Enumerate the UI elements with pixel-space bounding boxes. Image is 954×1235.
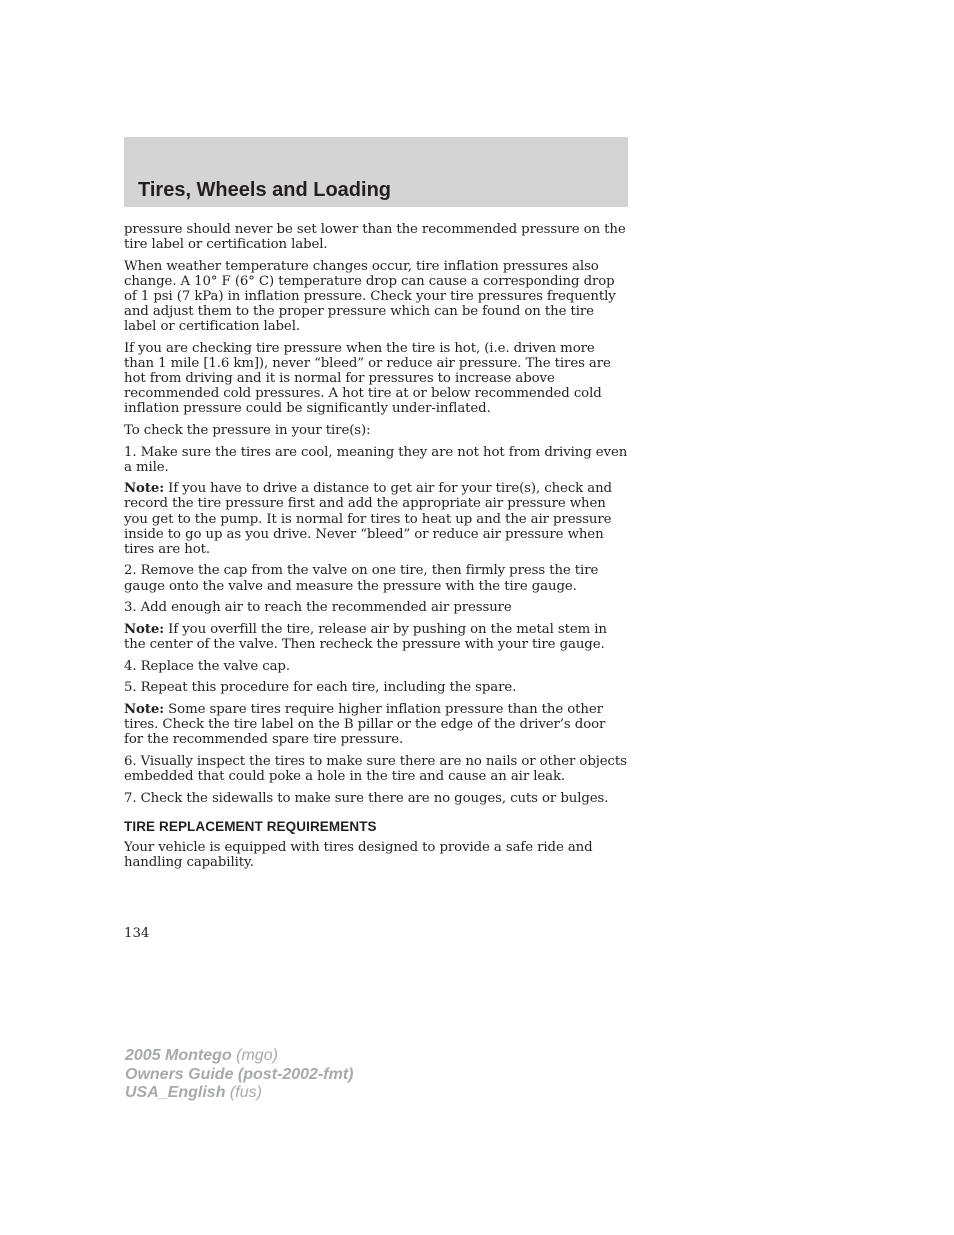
note-paragraph — [124, 702, 628, 747]
step-4: 4. Replace the valve cap. — [124, 658, 290, 674]
section-heading: TIRE REPLACEMENT REQUIREMENTS — [124, 818, 377, 834]
page-number: 134 — [124, 926, 150, 941]
footer-model: 2005 Montego — [125, 1047, 232, 1064]
step-2: 2. Remove the cap from the valve on one tire, then firmly press the tire gauge onto the valve and measure the pressure with the tire gauge. — [124, 563, 599, 594]
paragraph: To check the pressure in your tire(s): — [124, 422, 371, 438]
paragraph: When weather temperature changes occur, tire inflation pressures also change. A 10° F (6° C) temperature drop can cause a corresponding drop of 1 psi (7 kPa) in inflation pressure. Check your tire pressures frequently and adjust them to the proper pressure which can be found on the tire label or certification label. — [124, 258, 616, 335]
paragraph: If you are checking tire pressure when the tire is hot, (i.e. driven more than 1 mile [1.6 km]), never “bleed” or reduce air pressure. The tires are hot from driving and it is normal for pressures to increase above recommended cold pressures. A hot tire at or below recommended cold inflation pressure could be significantly under-inflated. — [124, 340, 611, 417]
footer-line — [125, 1047, 353, 1066]
body-text — [124, 222, 628, 877]
page-title: Tires, Wheels and Loading — [138, 179, 392, 201]
note-label: Note: — [124, 481, 165, 497]
footer-language: USA_English — [125, 1084, 226, 1101]
note-text: Some spare tires require higher inflation pressure than the other tires. Check the tire label on the B pillar or the edge of the driver’s door for the recommended spare tire pressure. — [124, 702, 606, 748]
document-footer — [125, 1047, 353, 1103]
section-paragraph: Your vehicle is equipped with tires designed to provide a safe ride and handling capability. — [124, 839, 593, 870]
note-text: If you have to drive a distance to get air for your tire(s), check and record the tire pressure first and add the appropriate air pressure when you get to the pump. It is normal for tires to heat up and the air pressure inside to go up as you drive. Never “bleed” or reduce air pressure when tires are hot. — [124, 481, 612, 557]
step-5: 5. Repeat this procedure for each tire, including the spare. — [124, 680, 517, 696]
paragraph: pressure should never be set lower than the recommended pressure on the tire label or certification label. — [124, 222, 626, 253]
step-6: 6. Visually inspect the tires to make sure there are no nails or other objects embedded that could poke a hole in the tire and cause an air leak. — [124, 753, 627, 785]
note-paragraph — [124, 481, 628, 556]
step-3: 3. Add enough air to reach the recommended air pressure — [124, 600, 512, 616]
footer-line — [125, 1066, 353, 1085]
footer-language-code: (fus) — [225, 1084, 262, 1101]
footer-guide: Owners Guide (post-2002-fmt) — [125, 1065, 354, 1083]
step-7: 7. Check the sidewalls to make sure there are no gouges, cuts or bulges. — [124, 790, 609, 806]
note-paragraph — [124, 622, 628, 652]
note-label: Note: — [124, 702, 165, 718]
note-label: Note: — [124, 621, 165, 637]
footer-model-code: (mgo) — [231, 1047, 278, 1064]
footer-line — [125, 1084, 353, 1103]
header-band — [124, 137, 628, 207]
step-1: 1. Make sure the tires are cool, meaning they are not hot from driving even a mile. — [124, 444, 628, 475]
note-text: If you overfill the tire, release air by pushing on the metal stem in the center of the valve. Then recheck the pressure with your tire gauge. — [124, 621, 607, 652]
